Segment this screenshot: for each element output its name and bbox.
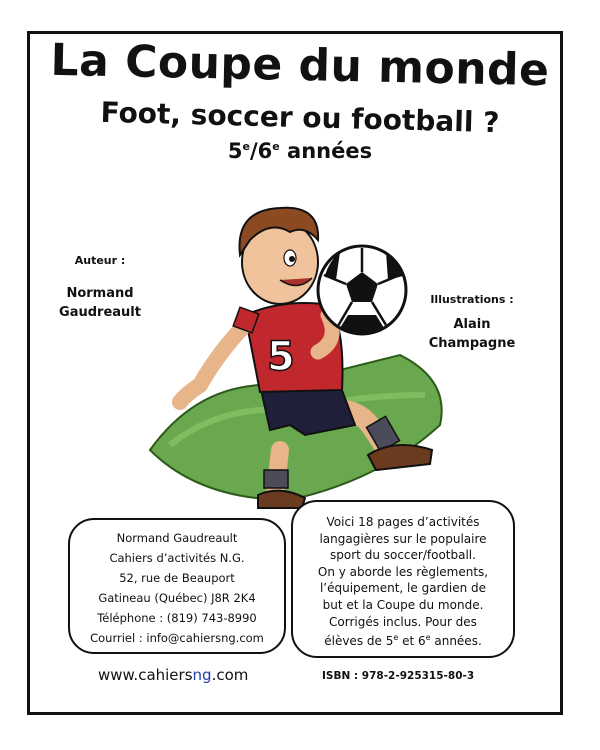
author-label: Auteur : (74, 254, 126, 267)
contact-box (68, 518, 286, 654)
contact-email[interactable]: Courriel : info@cahiersng.com (90, 631, 264, 645)
author-name-line1: Normand (66, 286, 134, 301)
grade-first: 5 (227, 139, 243, 163)
desc-line: On y aborde les règlements, (317, 564, 489, 579)
page-subtitle: Foot, soccer ou football ? (100, 95, 500, 140)
illustrator-name-line1: Alain (453, 317, 491, 332)
grade-rest: années (279, 139, 373, 163)
illustrator-name-line2: Champagne (428, 336, 516, 351)
jersey-number: 5 (267, 334, 295, 380)
grade-second-sup: e (272, 140, 280, 153)
desc-line: sport du soccer/football. (330, 548, 476, 563)
grade-first-sup: e (242, 140, 250, 153)
desc-part: années. (430, 634, 482, 649)
website-highlight: ng (192, 666, 212, 684)
website-link[interactable] (98, 666, 248, 684)
illustrator-label: Illustrations : (430, 293, 514, 306)
desc-line: l’équipement, le gardien de (319, 581, 487, 596)
desc-part: et 6 (398, 634, 426, 649)
author-name-line2: Gaudreault (59, 305, 141, 320)
desc-sup: e (425, 633, 431, 643)
contact-line: 52, rue de Beauport (119, 571, 235, 585)
contact-line: Cahiers d’activités N.G. (109, 551, 245, 565)
contact-line: Normand Gaudreault (116, 531, 238, 545)
desc-line: but et la Coupe du monde. (322, 597, 484, 612)
desc-line: langagières sur le populaire (319, 531, 487, 546)
grade-level (0, 139, 600, 163)
website-prefix: www.cahiers (98, 666, 193, 684)
soccer-boy-illustration (140, 180, 460, 520)
desc-line: Corrigés inclus. Pour des (329, 614, 477, 629)
desc-line: Voici 18 pages d’activités (326, 515, 480, 529)
grade-sep: /6 (249, 139, 273, 163)
contact-line: Téléphone : (819) 743-8990 (97, 611, 257, 625)
contact-line: Gatineau (Québec) J8R 2K4 (98, 591, 256, 605)
soccer-ball-icon (318, 246, 406, 334)
desc-sup: e (393, 633, 399, 643)
description-box (291, 500, 515, 658)
website-suffix: .com (211, 666, 249, 684)
desc-line (293, 630, 513, 650)
isbn-text: ISBN : 978-2-925315-80-3 (322, 670, 475, 682)
desc-part: élèves de 5 (324, 634, 394, 649)
page-title: La Coupe du monde (50, 34, 550, 97)
